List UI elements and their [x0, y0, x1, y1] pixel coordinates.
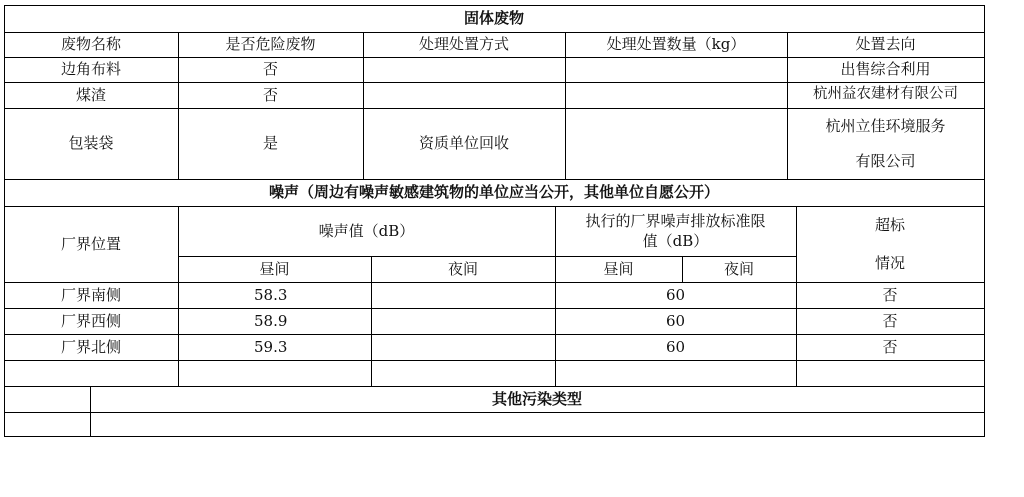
- col-header-position: 厂界位置: [60, 234, 121, 253]
- noise-night-value: [371, 282, 555, 308]
- col-header-noise-limit: [555, 206, 796, 256]
- col-header-noise-limit-line: 值（dB）: [642, 232, 709, 250]
- waste-name: 煤渣: [75, 85, 106, 104]
- col-header-amount: 处理处置数量（kg）: [606, 35, 746, 54]
- waste-hazardous: 否: [262, 85, 278, 104]
- sub-header-night: 夜间: [447, 259, 478, 278]
- col-header-hazardous: 是否危险废物: [225, 35, 316, 54]
- waste-destination: 杭州益农建材有限公司: [813, 86, 958, 103]
- noise-night-value: [371, 334, 555, 360]
- noise-limit: 60: [665, 337, 686, 356]
- noise-limit: 60: [665, 311, 686, 330]
- waste-hazardous: 是: [262, 134, 278, 153]
- waste-method: [363, 82, 565, 108]
- noise-position: 厂界南侧: [60, 285, 121, 304]
- noise-position: 厂界西侧: [60, 311, 121, 330]
- waste-name: 包装袋: [68, 134, 114, 153]
- noise-title: 噪声（周边有噪声敏感建筑物的单位应当公开，其他单位自愿公开）: [268, 183, 719, 202]
- waste-method: [363, 57, 565, 82]
- waste-amount: [565, 57, 787, 82]
- noise-exceed: 否: [882, 311, 898, 330]
- sub-header-limit-day: 昼间: [603, 259, 634, 278]
- waste-destination: [787, 108, 984, 179]
- col-header-destination: 处置去向: [855, 35, 916, 54]
- other-pollution-title: 其他污染类型: [491, 389, 582, 408]
- col-header-noise-value: 噪声值（dB）: [318, 221, 415, 240]
- col-header-exceed-line: 超标: [874, 215, 905, 234]
- sub-header-limit-night: 夜间: [723, 259, 754, 278]
- waste-destination: 出售综合利用: [840, 60, 931, 79]
- solid-waste-title: 固体废物: [463, 9, 524, 28]
- noise-day-value: 59.3: [254, 337, 288, 356]
- col-header-noise-limit-line: 执行的厂界噪声排放标准限: [585, 211, 766, 230]
- waste-amount: [565, 82, 787, 108]
- noise-day-value: 58.9: [254, 311, 288, 330]
- col-header-exceed: [796, 206, 984, 282]
- sub-header-day: 昼间: [259, 259, 290, 278]
- col-header-exceed-line: 情况: [874, 253, 905, 272]
- waste-hazardous: 否: [262, 60, 278, 79]
- noise-position: 厂界北侧: [60, 337, 121, 356]
- waste-destination-line: 杭州立佳环境服务: [825, 116, 946, 135]
- waste-destination-line: 有限公司: [855, 152, 916, 170]
- col-header-method: 处理处置方式: [418, 35, 509, 54]
- noise-exceed: 否: [882, 285, 898, 304]
- noise-limit: 60: [665, 285, 686, 304]
- waste-amount: [565, 108, 787, 179]
- noise-exceed: 否: [882, 337, 898, 356]
- waste-method: 资质单位回收: [418, 134, 509, 153]
- noise-night-value: [371, 308, 555, 334]
- waste-name: 边角布料: [60, 60, 121, 79]
- noise-day-value: 58.3: [254, 285, 288, 304]
- col-header-waste-name: 废物名称: [60, 35, 121, 54]
